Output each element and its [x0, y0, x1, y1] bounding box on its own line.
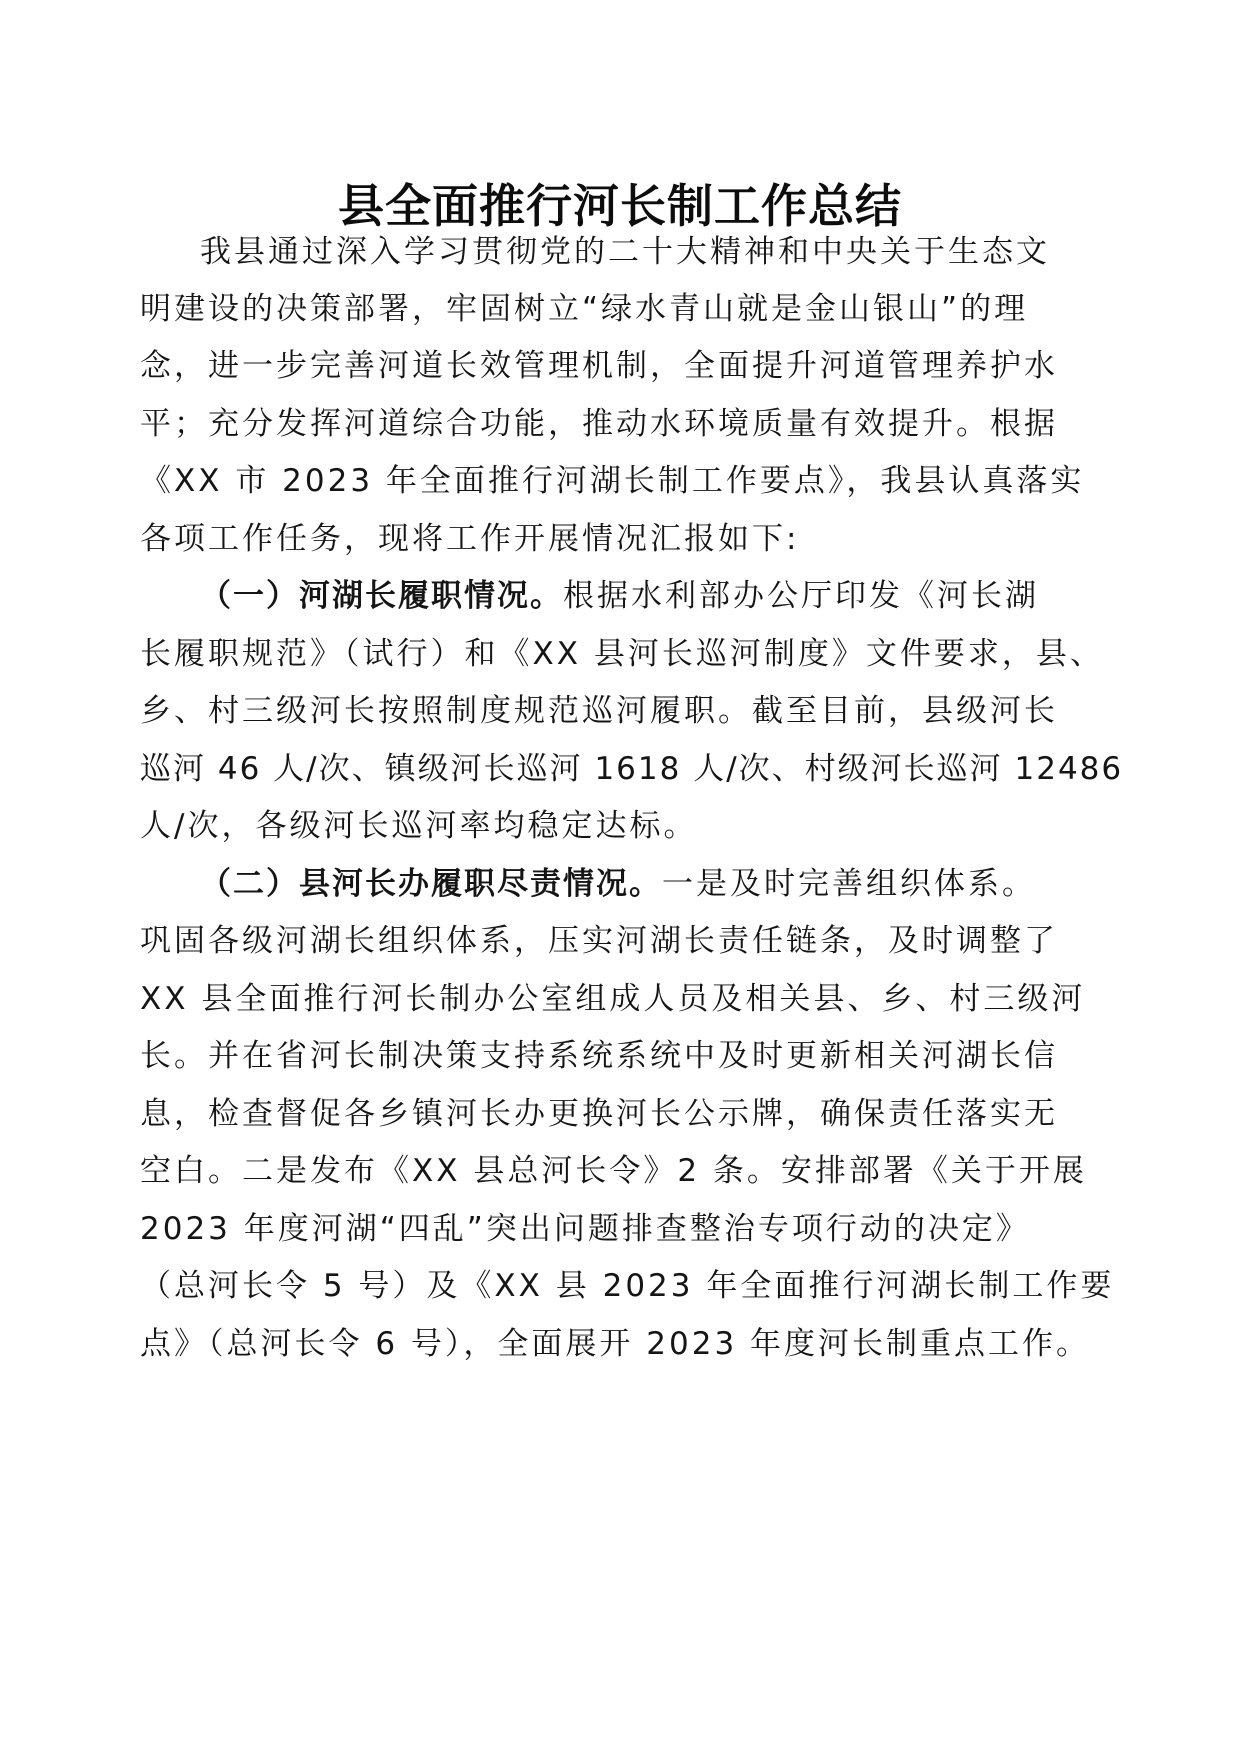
- section-2-line: XX 县全面推行河长制办公室组成人员及相关县、乡、村三级河: [140, 981, 1086, 1017]
- intro-line: 平；充分发挥河道综合功能，推动水环境质量有效提升。根据: [140, 406, 1058, 442]
- section-1-line: 人/次，各级河长巡河率均稳定达标。: [140, 808, 698, 844]
- section-2-first-line: [200, 864, 1036, 904]
- intro-line: 念，进一步完善河道长效管理机制，全面提升河道管理养护水: [140, 348, 1058, 384]
- section-2-line: 空白。二是发布《XX 县总河长令》2 条。安排部署《关于开展: [140, 1153, 1087, 1189]
- section-1-first-line: [200, 576, 1039, 616]
- section-2-line: 点》（总河长令 6 号），全面展开 2023 年度河长制重点工作。: [140, 1326, 1091, 1362]
- section-2-line: 长。并在省河长制决策支持系统系统中及时更新相关河湖长信: [140, 1038, 1058, 1074]
- section-2-line: 巩固各级河湖长组织体系，压实河湖长责任链条，及时调整了: [140, 923, 1058, 959]
- section-1-line: 巡河 46 人/次、镇级河长巡河 1618 人/次、村级河长巡河 12486: [140, 751, 1124, 787]
- section-2-text: 一是及时完善组织体系。: [662, 866, 1036, 902]
- section-1-line: 长履职规范》（试行）和《XX 县河长巡河制度》文件要求，县、: [140, 636, 1104, 672]
- section-1-heading: （一）河湖长履职情况。: [200, 578, 563, 614]
- section-1-text: 根据水利部办公厅印发《河长湖: [563, 578, 1039, 614]
- section-2-line: 息，检查督促各乡镇河长办更换河长公示牌，确保责任落实无: [140, 1096, 1058, 1132]
- page-title: 县全面推行河长制工作总结: [338, 179, 902, 233]
- section-2-line: （总河长令 5 号）及《XX 县 2023 年全面推行河湖长制工作要: [140, 1268, 1115, 1304]
- section-2-line: 2023 年度河湖“四乱”突出问题排查整治专项行动的决定》: [140, 1211, 1030, 1247]
- intro-line: 明建设的决策部署，牢固树立“绿水青山就是金山银山”的理: [140, 291, 1029, 327]
- intro-line: 我县通过深入学习贯彻党的二十大精神和中央关于生态文: [200, 234, 1050, 270]
- section-1-line: 乡、村三级河长按照制度规范巡河履职。截至目前，县级河长: [140, 693, 1058, 729]
- section-2-heading: （二）县河长办履职尽责情况。: [200, 866, 662, 902]
- intro-line: 各项工作任务，现将工作开展情况汇报如下:: [140, 521, 800, 557]
- intro-line: 《XX 市 2023 年全面推行河湖长制工作要点》，我县认真落实: [140, 463, 1085, 499]
